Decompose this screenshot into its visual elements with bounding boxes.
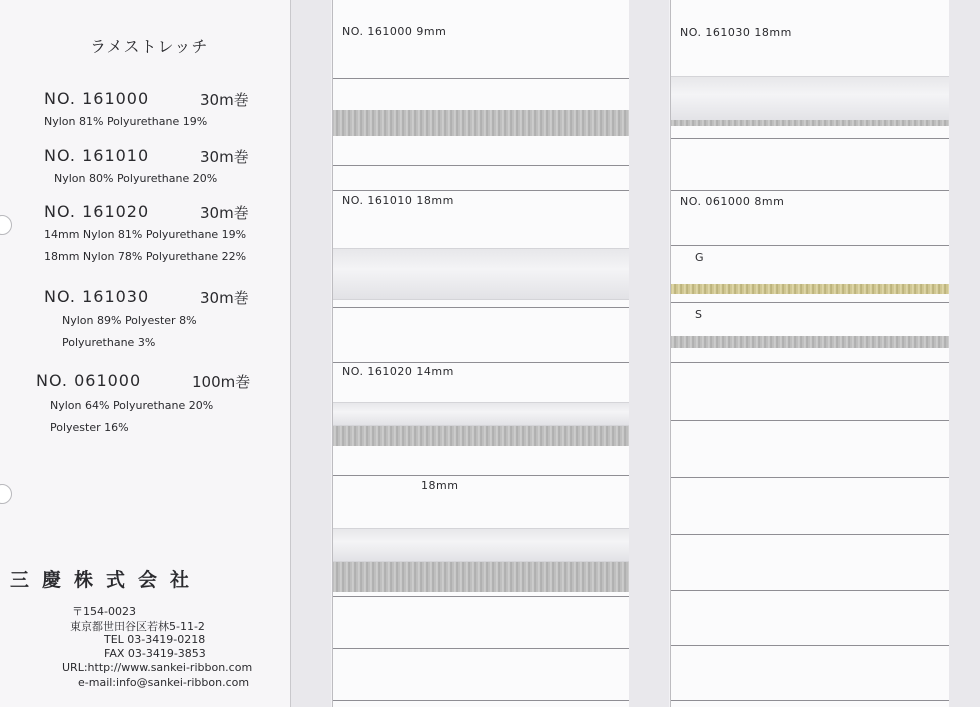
roll-length: 30m巻	[200, 289, 249, 307]
product-number: NO. 061000	[36, 371, 142, 390]
ribbon-sample-061000-gold	[671, 284, 949, 294]
composition: 18mm Nylon 78% Polyurethane 22%	[44, 250, 247, 263]
divider	[333, 165, 629, 166]
divider	[671, 245, 949, 246]
divider	[333, 475, 629, 476]
ribbon-sample-161020-14mm	[333, 402, 629, 426]
fax-number: FAX 03-3419-3853	[104, 647, 206, 660]
roll-length: 30m巻	[200, 204, 249, 222]
ribbon-sample-161030	[671, 76, 949, 122]
product-line-title: ラメストレッチ	[90, 37, 209, 56]
sample-label: 18mm	[421, 479, 459, 492]
phone-number: TEL 03-3419-0218	[104, 633, 206, 646]
sample-label: NO. 161030 18mm	[680, 26, 792, 39]
roll-length: 30m巻	[200, 91, 249, 109]
divider	[671, 645, 949, 646]
composition: Nylon 64% Polyurethane 20%	[50, 399, 214, 412]
sample-label: NO. 161010 18mm	[342, 194, 454, 207]
company-name: 三慶株式会社	[10, 569, 203, 591]
roll-length: 30m巻	[200, 148, 249, 166]
divider	[671, 700, 949, 701]
product-number: NO. 161010	[44, 146, 150, 165]
divider	[333, 190, 629, 191]
divider	[333, 362, 629, 363]
divider	[333, 78, 629, 79]
product-number: NO. 161000	[44, 89, 150, 108]
divider	[671, 420, 949, 421]
roll-length: 100m巻	[192, 373, 251, 391]
binder-hole	[0, 484, 12, 504]
composition: 14mm Nylon 81% Polyurethane 19%	[44, 228, 247, 241]
composition: Nylon 80% Polyurethane 20%	[54, 172, 218, 185]
divider	[671, 362, 949, 363]
background-gap	[291, 0, 331, 707]
color-code-silver: S	[695, 308, 703, 321]
composition: Polyester 16%	[50, 421, 129, 434]
ribbon-sample-161030-edge	[671, 120, 949, 126]
composition: Polyurethane 3%	[62, 336, 156, 349]
divider	[333, 307, 629, 308]
sample-strip-middle	[332, 0, 630, 707]
color-code-gold: G	[695, 251, 705, 264]
sample-label: NO. 061000 8mm	[680, 195, 785, 208]
divider	[671, 590, 949, 591]
ribbon-sample-161010	[333, 248, 629, 300]
divider	[671, 477, 949, 478]
divider	[671, 534, 949, 535]
background-gap	[949, 0, 980, 707]
postal-code: 〒154-0023	[72, 605, 136, 618]
ribbon-sample-161020-14mm-lame	[333, 426, 629, 446]
divider	[671, 190, 949, 191]
background-gap	[629, 0, 669, 707]
product-number: NO. 161030	[44, 287, 150, 306]
divider	[333, 700, 629, 701]
street-address: 東京都世田谷区若林5-11-2	[70, 620, 205, 633]
divider	[333, 596, 629, 597]
composition: Nylon 89% Polyester 8%	[62, 314, 197, 327]
composition: Nylon 81% Polyurethane 19%	[44, 115, 208, 128]
sample-label: NO. 161020 14mm	[342, 365, 454, 378]
divider	[671, 302, 949, 303]
divider	[333, 648, 629, 649]
sample-strip-right	[670, 0, 950, 707]
binder-hole	[0, 215, 12, 235]
sample-label: NO. 161000 9mm	[342, 25, 447, 38]
ribbon-sample-161020-18mm	[333, 528, 629, 562]
divider	[671, 138, 949, 139]
ribbon-sample-161020-18mm-lame	[333, 562, 629, 592]
product-number: NO. 161020	[44, 202, 150, 221]
ribbon-sample-161000	[333, 110, 629, 136]
ribbon-sample-061000-silver	[671, 336, 949, 348]
product-info-panel	[0, 0, 291, 707]
email-address: e-mail:info@sankei-ribbon.com	[78, 676, 250, 689]
website-url: URL:http://www.sankei-ribbon.com	[62, 661, 253, 674]
